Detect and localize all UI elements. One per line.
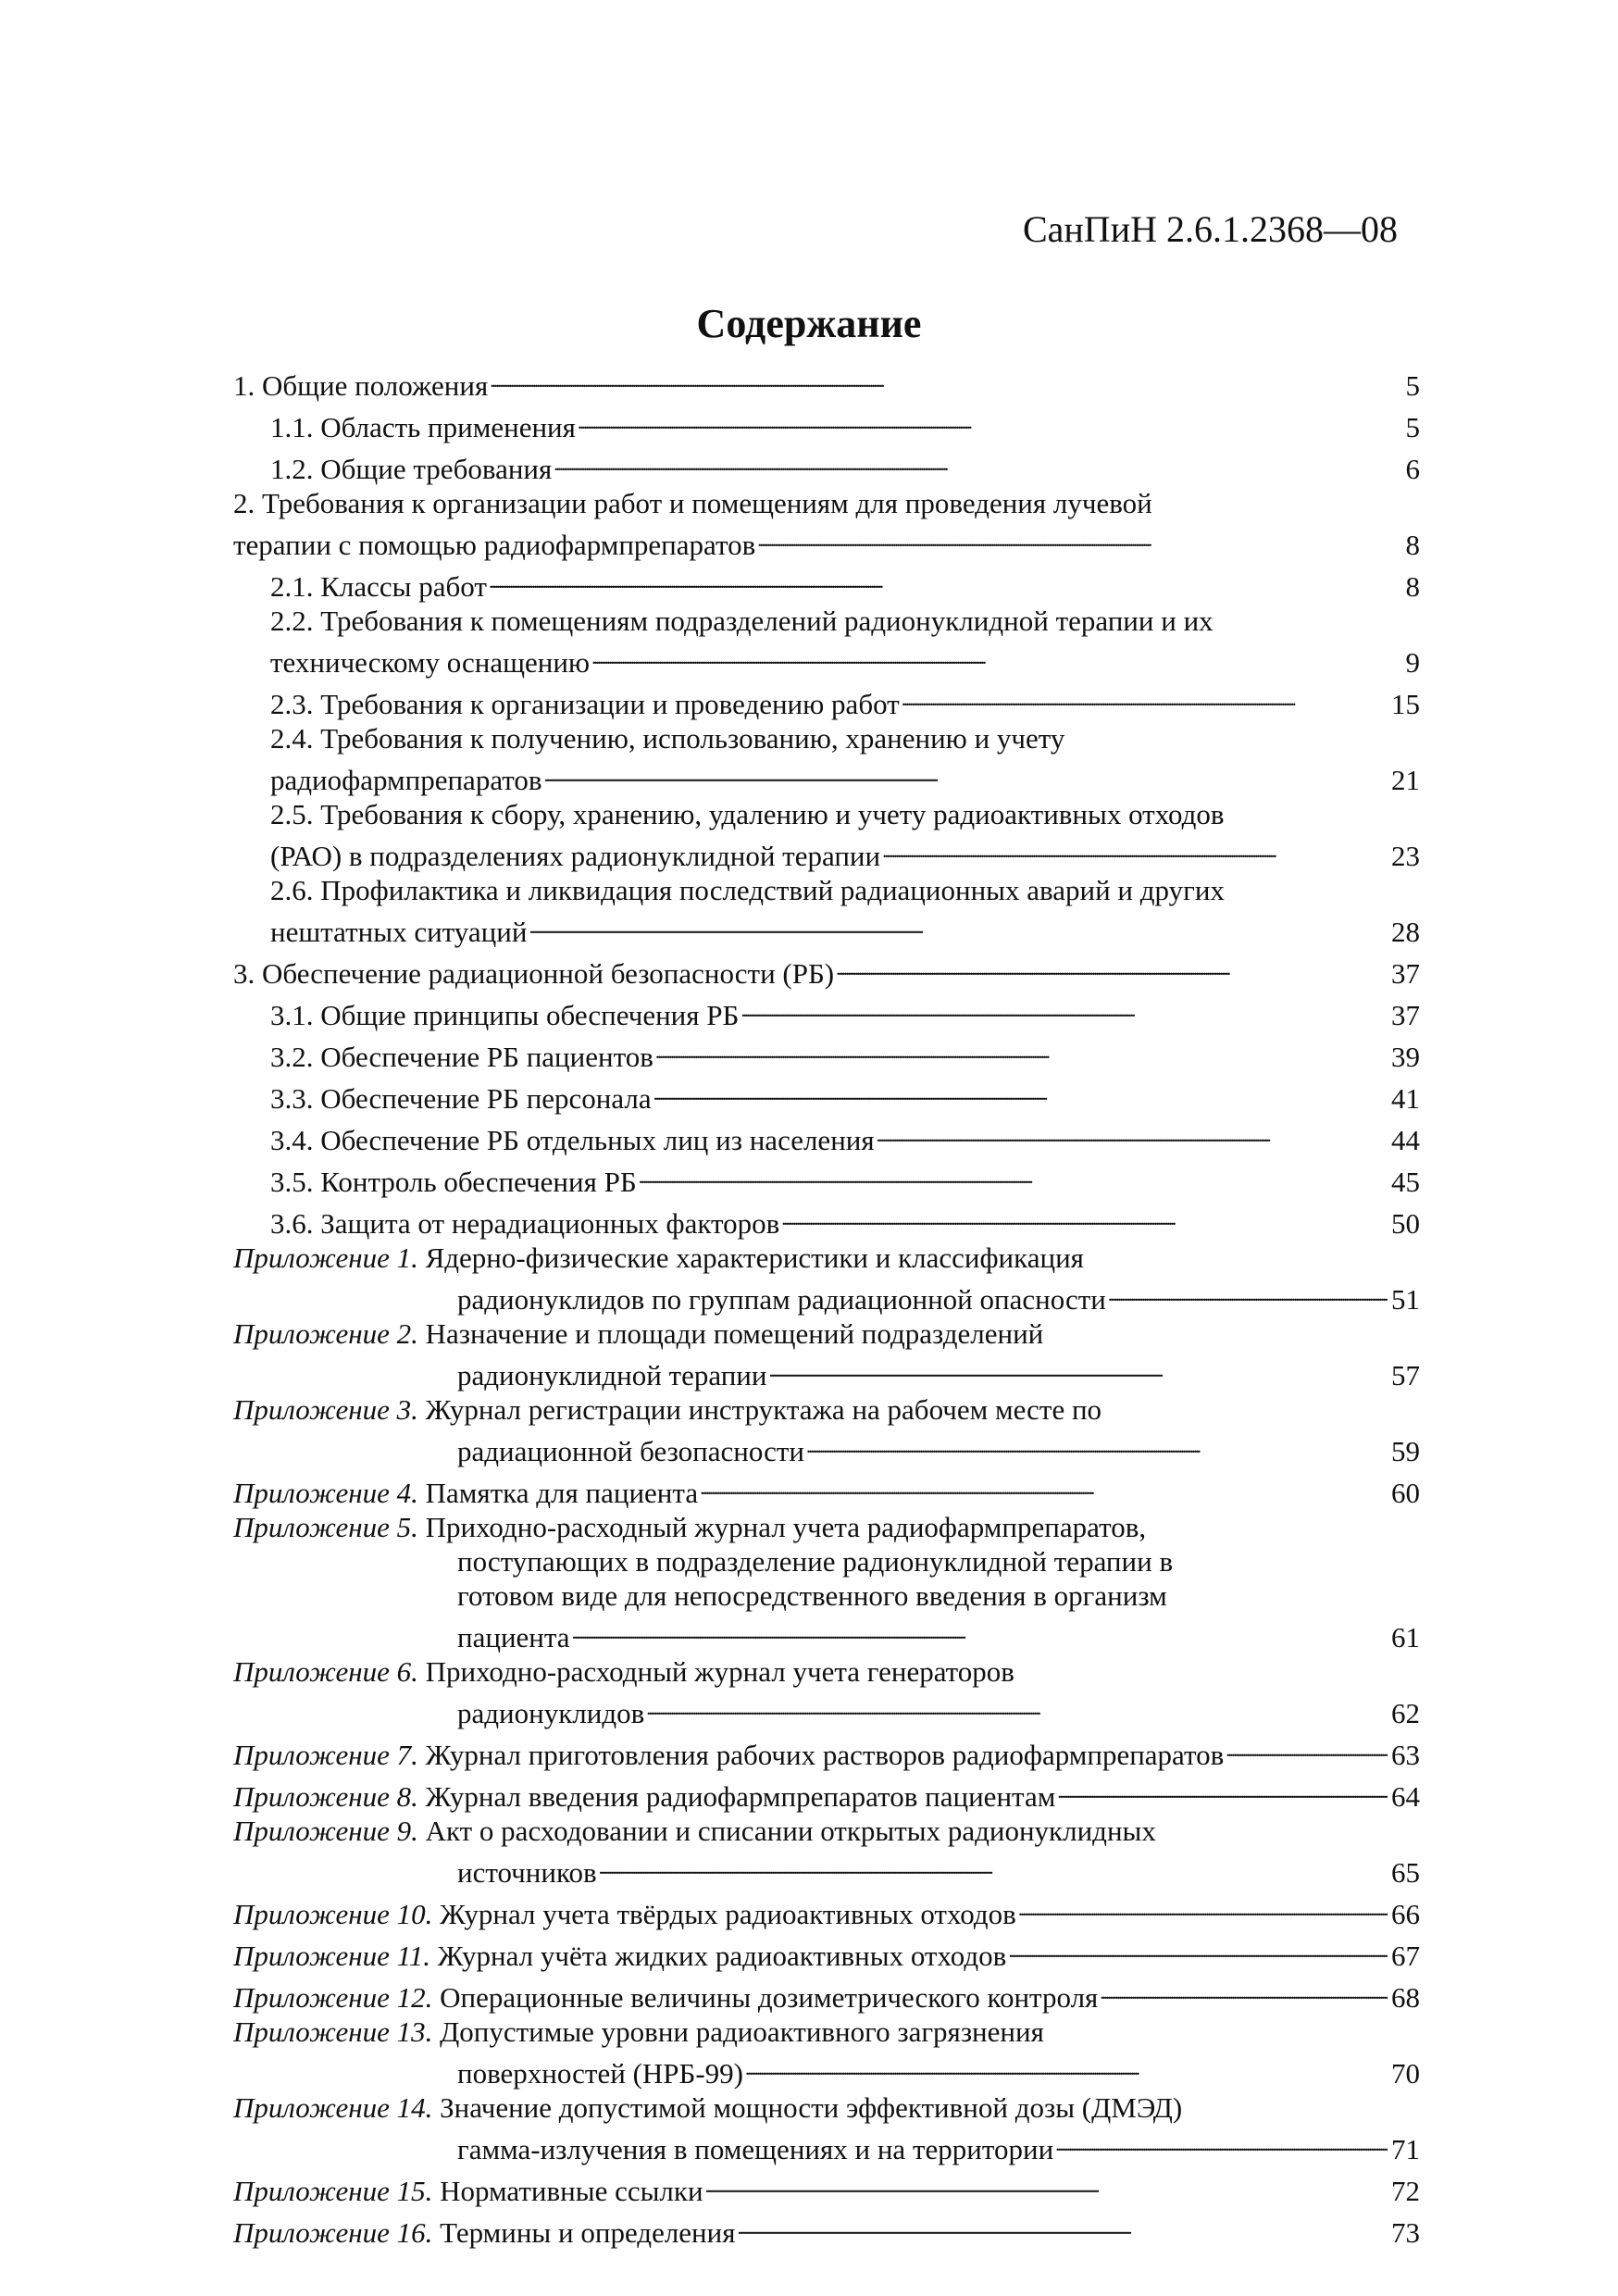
- dot-leader: [781, 1199, 1388, 1233]
- toc-entry-line: [270, 1199, 1420, 1241]
- toc-entry-text: Журнал регистрации инструктажа на рабочем месте по: [425, 1393, 1102, 1426]
- dot-leader: [653, 1074, 1388, 1108]
- appendix-label: Приложение 12.: [233, 1981, 433, 2014]
- page-number: 8: [1405, 529, 1420, 561]
- dot-leader: [489, 562, 1400, 596]
- table-of-contents: [233, 361, 1420, 2250]
- toc-entry-text: 2.2. Требования к помещениям подразделений радионуклидной терапии и их: [270, 605, 1214, 637]
- toc-entry-text: 3.3. Обеспечение РБ персонала: [270, 1082, 652, 1115]
- page-number: 68: [1391, 1981, 1420, 2014]
- toc-entry[interactable]: [233, 949, 1420, 991]
- toc-entry[interactable]: [233, 1199, 1420, 1241]
- toc-entry-line: [233, 2166, 1420, 2208]
- appendix-label: Приложение 9.: [233, 1815, 418, 1847]
- toc-entry-line: [233, 1316, 1420, 1351]
- toc-entry-line: [233, 1890, 1420, 1931]
- toc-entry-appendix[interactable]: [233, 1931, 1420, 1973]
- toc-entry-appendix[interactable]: [233, 1654, 1420, 1730]
- appendix-label: Приложение 6.: [233, 1655, 418, 1688]
- toc-entry-line: [233, 2208, 1420, 2250]
- appendix-label: Приложение 3.: [233, 1393, 418, 1426]
- dot-leader: [877, 1116, 1388, 1150]
- toc-entry-line: [233, 1241, 1420, 1275]
- toc-entry-line: [233, 949, 1420, 991]
- toc-entry-line: [233, 1931, 1420, 1973]
- toc-entry[interactable]: [233, 991, 1420, 1032]
- toc-entry-text: 3.2. Обеспечение РБ пациентов: [270, 1041, 653, 1073]
- toc-entry-text: Журнал учета твёрдых радиоактивных отходов: [440, 1898, 1016, 1930]
- page-title: Содержание: [696, 301, 922, 346]
- toc-entry-line: [233, 1654, 1420, 1689]
- toc-entry-text: Акт о расходовании и списании открытых радионуклидных: [425, 1815, 1156, 1847]
- toc-entry-text: источников: [457, 1856, 597, 1889]
- toc-entry-text: Журнал учёта жидких радиоактивных отходов: [437, 1940, 1007, 1972]
- page-number: 44: [1391, 1124, 1420, 1156]
- dot-leader: [882, 831, 1388, 866]
- toc-entry-line: [270, 562, 1420, 604]
- toc-entry-text: нештатных ситуаций: [270, 916, 528, 948]
- dot-leader: [700, 1468, 1388, 1503]
- dot-leader: [490, 361, 1400, 395]
- toc-entry-text: терапии с помощью радиофармпрепаратов: [233, 529, 756, 561]
- toc-entry-appendix[interactable]: [233, 2166, 1420, 2208]
- toc-entry-text: 3. Обеспечение радиационной безопасности (РБ): [233, 957, 835, 990]
- page-number: 65: [1391, 1856, 1420, 1889]
- toc-entry-text: 2.4. Требования к получению, использованию, хранению и учету: [270, 722, 1065, 755]
- toc-entry-line: [233, 1578, 1420, 1613]
- page-number: 72: [1391, 2175, 1420, 2207]
- toc-entry-text: 1. Общие положения: [233, 369, 489, 402]
- toc-entry[interactable]: [233, 1074, 1420, 1116]
- toc-entry-appendix[interactable]: [233, 2090, 1420, 2166]
- appendix-label: Приложение 1.: [233, 1242, 418, 1274]
- toc-entry[interactable]: [233, 680, 1420, 721]
- dot-leader: [902, 680, 1388, 714]
- page-number: 73: [1391, 2216, 1420, 2249]
- toc-entry-line: [270, 638, 1420, 680]
- toc-entry-text: (РАО) в подразделениях радионуклидной терапии: [270, 840, 881, 872]
- toc-entry-line: [233, 520, 1420, 562]
- toc-entry-appendix[interactable]: [233, 1316, 1420, 1392]
- appendix-label: Приложение 16.: [233, 2216, 433, 2249]
- appendix-label: Приложение 15.: [233, 2175, 433, 2207]
- page-number: 15: [1391, 688, 1420, 720]
- toc-entry-text: Журнал приготовления рабочих растворов радиофармпрепаратов: [425, 1739, 1225, 1771]
- appendix-label: Приложение 4.: [233, 1477, 418, 1509]
- page-number: 66: [1391, 1898, 1420, 1930]
- toc-entry-text: Значение допустимой мощности эффективной дозы (ДМЭД): [440, 2091, 1183, 2124]
- toc-entry-text: Журнал введения радиофармпрепаратов пациентам: [425, 1780, 1056, 1813]
- toc-entry-appendix[interactable]: [233, 2015, 1420, 2090]
- toc-entry-line: [270, 873, 1420, 907]
- dot-leader: [1057, 1772, 1388, 1806]
- toc-entry-line: [270, 1157, 1420, 1199]
- toc-entry-text: готовом виде для непосредственного введения в организм: [457, 1579, 1167, 1612]
- dot-leader: [639, 1157, 1388, 1192]
- toc-entry-line: [270, 907, 1420, 949]
- toc-entry-line: [270, 755, 1420, 797]
- toc-entry-text: поверхностей (НРБ-99): [457, 2057, 743, 2090]
- page-number: 39: [1391, 1041, 1420, 1073]
- page-number: 50: [1391, 1207, 1420, 1240]
- toc-entry-text: Памятка для пациента: [425, 1477, 699, 1509]
- appendix-label: Приложение 14.: [233, 2091, 433, 2124]
- toc-entry-line: [233, 1392, 1420, 1427]
- toc-entry-appendix[interactable]: [233, 1392, 1420, 1468]
- toc-entry-line: [270, 1116, 1420, 1157]
- appendix-label: Приложение 10.: [233, 1898, 433, 1930]
- toc-entry-line: [233, 1814, 1420, 1848]
- toc-entry-appendix[interactable]: [233, 2208, 1420, 2250]
- toc-entry-line: [270, 1032, 1420, 1074]
- toc-entry-line: [233, 1848, 1420, 1890]
- toc-entry-line: [233, 1772, 1420, 1814]
- page-number: 51: [1391, 1283, 1420, 1316]
- dot-leader: [806, 1427, 1388, 1461]
- toc-entry-text: радиофармпрепаратов: [270, 764, 542, 796]
- dot-leader: [705, 2166, 1388, 2201]
- dot-leader: [1018, 1890, 1388, 1924]
- toc-entry[interactable]: [233, 1032, 1420, 1074]
- dot-leader: [1055, 2125, 1388, 2159]
- toc-entry-appendix[interactable]: [233, 1730, 1420, 1772]
- toc-entry-text: Приходно-расходный журнал учета радиофармпрепаратов,: [425, 1511, 1147, 1543]
- toc-entry[interactable]: [233, 1116, 1420, 1157]
- toc-entry-text: Допустимые уровни радиоактивного загрязнения: [440, 2015, 1044, 2048]
- toc-entry-text: 2. Требования к организации работ и помещениям для проведения лучевой: [233, 487, 1152, 519]
- page-number: 8: [1405, 570, 1420, 603]
- toc-entry-text: 2.6. Профилактика и ликвидация последствий радиационных аварий и других: [270, 874, 1225, 906]
- toc-entry[interactable]: [233, 444, 1420, 486]
- toc-entry-text: 3.5. Контроль обеспечения РБ: [270, 1166, 637, 1198]
- toc-entry-text: радионуклидной терапии: [457, 1359, 767, 1391]
- toc-entry-line: [233, 2125, 1420, 2166]
- toc-entry-appendix[interactable]: [233, 1814, 1420, 1890]
- page-number: 6: [1405, 453, 1420, 485]
- toc-entry-line: [270, 797, 1420, 831]
- page-number: 64: [1391, 1780, 1420, 1813]
- toc-entry-appendix[interactable]: [233, 1890, 1420, 1931]
- toc-entry-text: гамма-излучения в помещениях и на территории: [457, 2133, 1054, 2165]
- page-number: 67: [1391, 1940, 1420, 1972]
- dot-leader: [544, 755, 1388, 790]
- toc-entry-text: 3.1. Общие принципы обеспечения РБ: [270, 999, 740, 1031]
- toc-entry[interactable]: [233, 486, 1420, 562]
- toc-entry-line: [270, 991, 1420, 1032]
- toc-entry-line: [270, 604, 1420, 638]
- page-number: 5: [1405, 369, 1420, 402]
- toc-entry-text: Ядерно-физические характеристики и классификация: [425, 1242, 1084, 1274]
- toc-entry-text: поступающих в подразделение радионуклидной терапии в: [457, 1545, 1174, 1578]
- page-number: 28: [1391, 916, 1420, 948]
- toc-entry-appendix[interactable]: [233, 1468, 1420, 1510]
- page-number: 61: [1391, 1621, 1420, 1653]
- appendix-label: Приложение 5.: [233, 1511, 418, 1543]
- dot-leader: [529, 907, 1388, 942]
- dot-leader: [1008, 1931, 1388, 1965]
- toc-entry-text: 1.2. Общие требования: [270, 453, 553, 485]
- dot-leader: [1100, 1973, 1388, 2007]
- dot-leader: [738, 2208, 1388, 2242]
- dot-leader: [591, 638, 1400, 672]
- page-number: 57: [1391, 1359, 1420, 1391]
- toc-entry-line: [233, 2090, 1420, 2125]
- toc-entry-text: Термины и определения: [440, 2216, 736, 2249]
- toc-entry-text: Операционные величины дозиметрического контроля: [440, 1981, 1099, 2014]
- toc-entry-line: [270, 444, 1420, 486]
- toc-entry-line: [233, 1468, 1420, 1510]
- toc-entry-line: [233, 1351, 1420, 1392]
- toc-entry-text: 2.1. Классы работ: [270, 570, 487, 603]
- dot-leader: [572, 1613, 1388, 1647]
- toc-entry-text: Нормативные ссылки: [440, 2175, 703, 2207]
- toc-entry-text: радиационной безопасности: [457, 1435, 805, 1467]
- toc-entry[interactable]: [233, 1157, 1420, 1199]
- toc-entry-line: [233, 1613, 1420, 1654]
- toc-entry-text: Приходно-расходный журнал учета генераторов: [425, 1655, 1014, 1688]
- page-number: 71: [1391, 2133, 1420, 2165]
- appendix-label: Приложение 13.: [233, 2015, 433, 2048]
- page-number: 37: [1391, 957, 1420, 990]
- toc-entry-text: 3.4. Обеспечение РБ отдельных лиц из населения: [270, 1124, 875, 1156]
- dot-leader: [578, 403, 1400, 437]
- toc-entry[interactable]: [233, 873, 1420, 949]
- toc-entry-text: Назначение и площади помещений подразделений: [425, 1317, 1044, 1350]
- toc-entry-text: 2.3. Требования к организации и проведению работ: [270, 688, 900, 720]
- toc-entry-line: [233, 2015, 1420, 2049]
- document-code: СанПиН 2.6.1.2368—08: [1022, 208, 1398, 250]
- toc-entry-line: [233, 1973, 1420, 2015]
- appendix-label: Приложение 2.: [233, 1317, 418, 1350]
- dot-leader: [554, 444, 1400, 479]
- toc-entry-text: 3.6. Защита от нерадиационных факторов: [270, 1207, 780, 1240]
- toc-entry-appendix[interactable]: [233, 1772, 1420, 1814]
- toc-entry-line: [233, 1510, 1420, 1544]
- toc-entry-text: радионуклидов по группам радиационной опасности: [457, 1283, 1106, 1316]
- dot-leader: [768, 1351, 1388, 1385]
- appendix-label: Приложение 11.: [233, 1940, 431, 1972]
- page-number: 23: [1391, 840, 1420, 872]
- page-number: 9: [1405, 646, 1420, 679]
- toc-entry[interactable]: [233, 562, 1420, 604]
- page-number: 21: [1391, 764, 1420, 796]
- page-number: 60: [1391, 1477, 1420, 1509]
- dot-leader: [745, 2049, 1388, 2083]
- toc-entry-appendix[interactable]: [233, 1241, 1420, 1316]
- toc-entry[interactable]: [233, 361, 1420, 403]
- page-number: 37: [1391, 999, 1420, 1031]
- toc-entry-line: [233, 1275, 1420, 1316]
- page-number: 45: [1391, 1166, 1420, 1198]
- toc-entry[interactable]: [233, 403, 1420, 444]
- toc-entry-line: [233, 2049, 1420, 2090]
- toc-entry-text: 1.1. Область применения: [270, 411, 576, 443]
- dot-leader: [655, 1032, 1388, 1067]
- page-number: 59: [1391, 1435, 1420, 1467]
- toc-entry-text: техническому оснащению: [270, 646, 591, 679]
- toc-entry-line: [270, 721, 1420, 755]
- toc-entry[interactable]: [233, 797, 1420, 873]
- page-number: 70: [1391, 2057, 1420, 2090]
- toc-entry-line: [270, 680, 1420, 721]
- toc-entry[interactable]: [233, 721, 1420, 797]
- dot-leader: [1226, 1730, 1388, 1765]
- toc-entry-line: [233, 486, 1420, 520]
- page-number: 5: [1405, 411, 1420, 443]
- toc-entry-line: [270, 1074, 1420, 1116]
- dot-leader: [741, 991, 1388, 1025]
- toc-entry-appendix[interactable]: [233, 1510, 1420, 1654]
- dot-leader: [599, 1848, 1388, 1882]
- toc-entry-text: пациента: [457, 1621, 570, 1653]
- toc-entry-line: [270, 403, 1420, 444]
- toc-entry-line: [233, 1730, 1420, 1772]
- dot-leader: [646, 1689, 1388, 1723]
- toc-entry-line: [233, 361, 1420, 403]
- page-number: 63: [1391, 1739, 1420, 1771]
- appendix-label: Приложение 7.: [233, 1739, 418, 1771]
- toc-entry-line: [270, 831, 1420, 873]
- dot-leader: [1108, 1275, 1388, 1309]
- toc-entry[interactable]: [233, 604, 1420, 680]
- page-number: 62: [1391, 1697, 1420, 1729]
- toc-entry-line: [233, 1544, 1420, 1578]
- dot-leader: [757, 520, 1400, 555]
- toc-entry-line: [233, 1427, 1420, 1468]
- toc-entry-line: [233, 1689, 1420, 1730]
- dot-leader: [836, 949, 1388, 983]
- toc-entry-text: радионуклидов: [457, 1697, 645, 1729]
- toc-entry-appendix[interactable]: [233, 1973, 1420, 2015]
- toc-entry-text: 2.5. Требования к сбору, хранению, удалению и учету радиоактивных отходов: [270, 798, 1225, 830]
- appendix-label: Приложение 8.: [233, 1780, 418, 1813]
- page-number: 41: [1391, 1082, 1420, 1115]
